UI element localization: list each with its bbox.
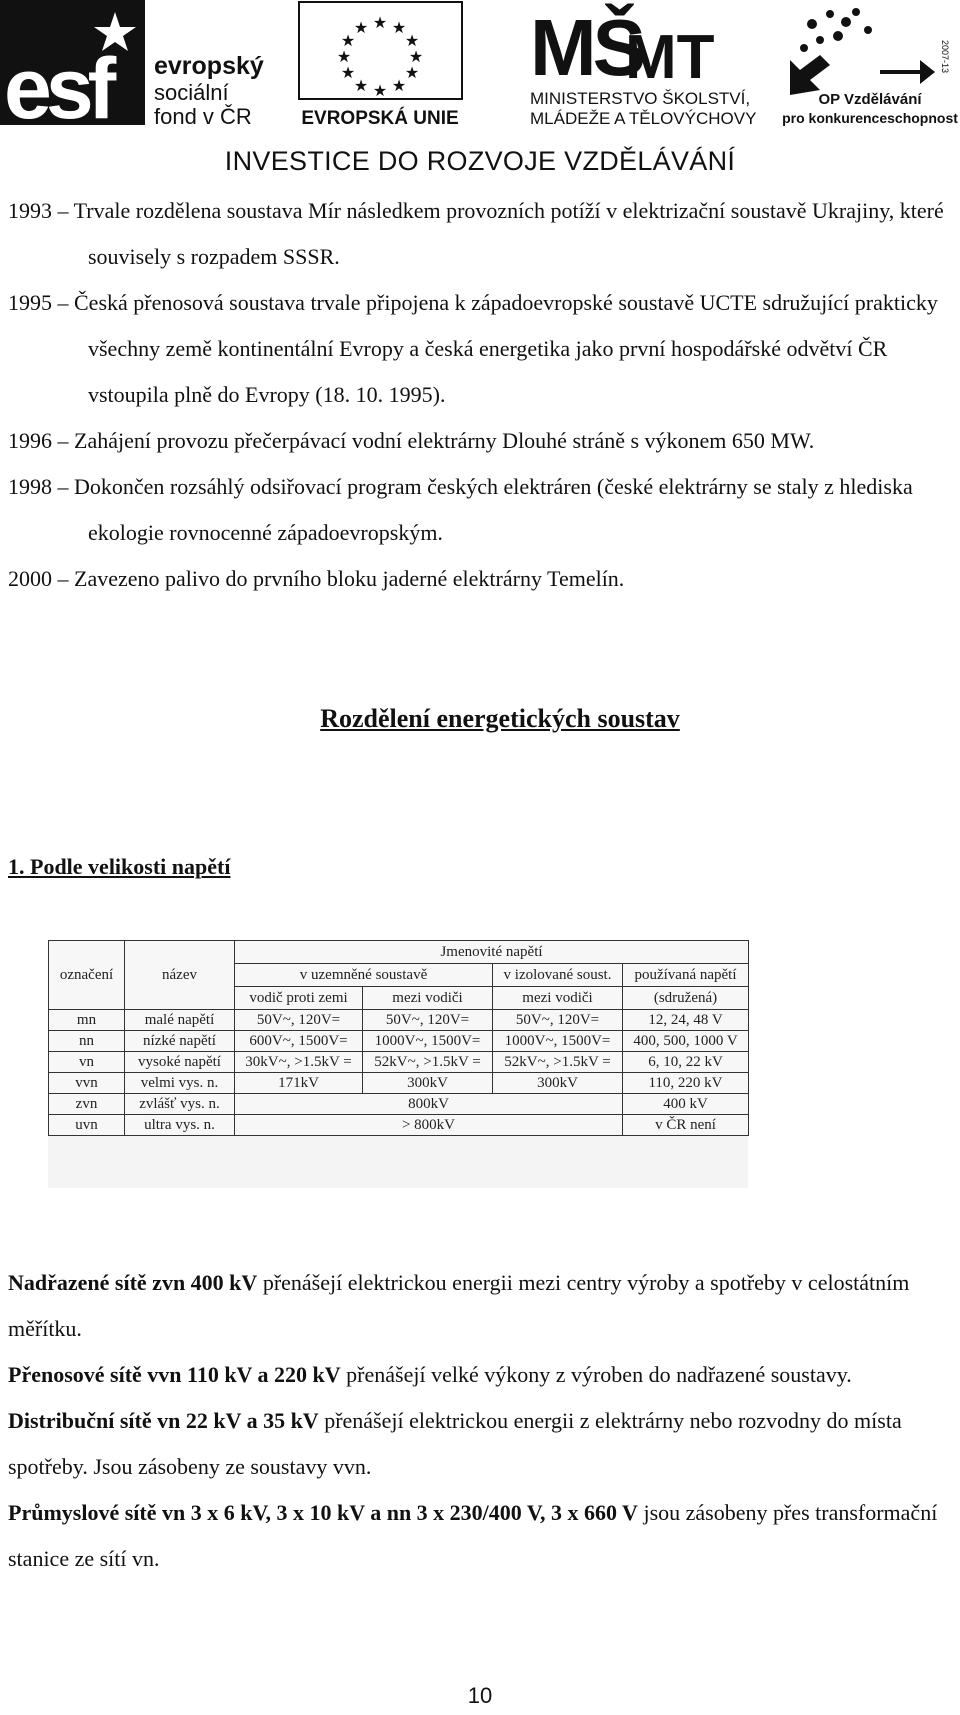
esf-logo (0, 0, 290, 130)
svg-text:fond v ČR: fond v ČR (154, 104, 252, 129)
page-number: 10 (467, 1683, 493, 1708)
header-pouzivana: používaná napětí (623, 964, 749, 987)
table-row: nn nízké napětí 600V~, 1500V= 1000V~, 1500V= 1000V~, 1500V= 400, 500, 1000 V (49, 1031, 749, 1052)
svg-text:★: ★ (340, 33, 356, 50)
network-notes (8, 1260, 958, 1582)
note-paragraph: Přenosové sítě vvn 110 kV a 220 kV přenášejí velké výkony z výroben do nadřazené soustavy. (8, 1362, 852, 1387)
voltage-table (48, 940, 749, 1136)
svg-text:sociální: sociální (154, 80, 229, 105)
header-uzemnene: v uzemněné soustavě (235, 964, 493, 987)
svg-text:★: ★ (391, 20, 407, 37)
svg-text:★: ★ (353, 78, 369, 95)
history-list (8, 188, 948, 602)
note-paragraph: Distribuční sítě vn 22 kV a 35 kV přenášejí elektrickou energii z elektrárny nebo rozvodny do místa spotřeby. Jsou zásobeny ze soustavy vvn. (8, 1408, 902, 1479)
table-row: vvn velmi vys. n. 171kV 300kV 300kV 110, 220 kV (49, 1073, 749, 1094)
svg-text:★: ★ (408, 49, 424, 66)
subsection-title: 1. Podle velikosti napětí (8, 854, 231, 879)
svg-text:MLÁDEŽE A TĚLOVÝCHOVY: MLÁDEŽE A TĚLOVÝCHOVY (530, 109, 757, 128)
header-mezi-vodici: mezi vodiči (493, 987, 623, 1010)
note-paragraph: Nadřazené sítě zvn 400 kV přenášejí elektrickou energii mezi centry výroby a spotřeby v celostátním měřítku. (8, 1270, 910, 1341)
table-row: uvn ultra vys. n. > 800kV v ČR není (49, 1115, 749, 1136)
svg-text:★: ★ (404, 65, 420, 82)
svg-text:★: ★ (340, 65, 356, 82)
header-vodic-zemi: vodič proti zemi (235, 987, 363, 1010)
header-izolovane: v izolované soust. (493, 964, 623, 987)
svg-text:MŠ: MŠ (530, 3, 642, 92)
header-nazev: název (125, 941, 235, 1010)
svg-text:evropský: evropský (154, 52, 264, 80)
svg-text:★: ★ (353, 20, 369, 37)
svg-text:2007-13: 2007-13 (940, 40, 950, 74)
section-title: Rozdělení energetických soustav (320, 704, 680, 733)
history-entry: 1995 – Česká přenosová soustava trvale připojena k západoevropské soustavě UCTE sdružující prakticky všechny země kontinentální Evropy a česká energetika jako první hospodářské odvětví ČR vstoupila plně do Evropy (18. 10. 1995). (8, 290, 938, 407)
history-entry: 1993 – Trvale rozdělena soustava Mír následkem provozních potíží v elektrizační soustavě Ukrajiny, které souvisely s rozpadem SSSR. (8, 198, 944, 269)
svg-text:★: ★ (372, 83, 388, 100)
history-entry: 1998 – Dokončen rozsáhlý odsiřovací program českých elektráren (české elektrárny se staly z hlediska ekologie rovnocenné západoevropským. (8, 474, 913, 545)
note-paragraph: Průmyslové sítě vn 3 x 6 kV, 3 x 10 kV a nn 3 x 230/400 V, 3 x 660 V jsou zásobeny přes transformační stanice ze sítí vn. (8, 1500, 938, 1571)
svg-text:esf: esf (4, 41, 111, 130)
header-sdruzena: (sdružená) (623, 987, 749, 1010)
invest-banner: INVESTICE DO ROZVOJE VZDĚLÁVÁNÍ (224, 146, 736, 176)
msmt-logo (530, 0, 770, 130)
svg-text:★: ★ (372, 15, 388, 32)
svg-text:★: ★ (391, 78, 407, 95)
header-mezi-vodici: mezi vodiči (363, 987, 493, 1010)
header-jmenovite: Jmenovité napětí (235, 941, 749, 964)
svg-text:EVROPSKÁ UNIE: EVROPSKÁ UNIE (301, 108, 459, 129)
svg-text:MT: MT (625, 23, 715, 92)
op-logo (780, 0, 960, 130)
svg-text:MINISTERSTVO ŠKOLSTVÍ,: MINISTERSTVO ŠKOLSTVÍ, (530, 89, 751, 108)
svg-text:★: ★ (404, 33, 420, 50)
history-entry: 2000 – Zavezeno palivo do prvního bloku jaderné elektrárny Temelín. (8, 566, 625, 591)
svg-text:pro konkurenceschopnost: pro konkurenceschopnost (782, 110, 958, 126)
svg-text:★: ★ (336, 49, 352, 66)
table-row: vn vysoké napětí 30kV~, >1.5kV = 52kV~, >1.5kV = 52kV~, >1.5kV = 6, 10, 22 kV (49, 1052, 749, 1073)
table-row: zvn zvlášť vys. n. 800kV 400 kV (49, 1094, 749, 1115)
table-row: mn malé napětí 50V~, 120V= 50V~, 120V= 50V~, 120V= 12, 24, 48 V (49, 1010, 749, 1031)
history-entry: 1996 – Zahájení provozu přečerpávací vodní elektrárny Dlouhé stráně s výkonem 650 MW. (8, 428, 815, 453)
eu-flag-logo (298, 0, 463, 130)
svg-text:OP Vzdělávání: OP Vzdělávání (818, 91, 922, 108)
voltage-table-image (48, 940, 748, 1188)
header-oznaceni: označení (49, 941, 125, 1010)
